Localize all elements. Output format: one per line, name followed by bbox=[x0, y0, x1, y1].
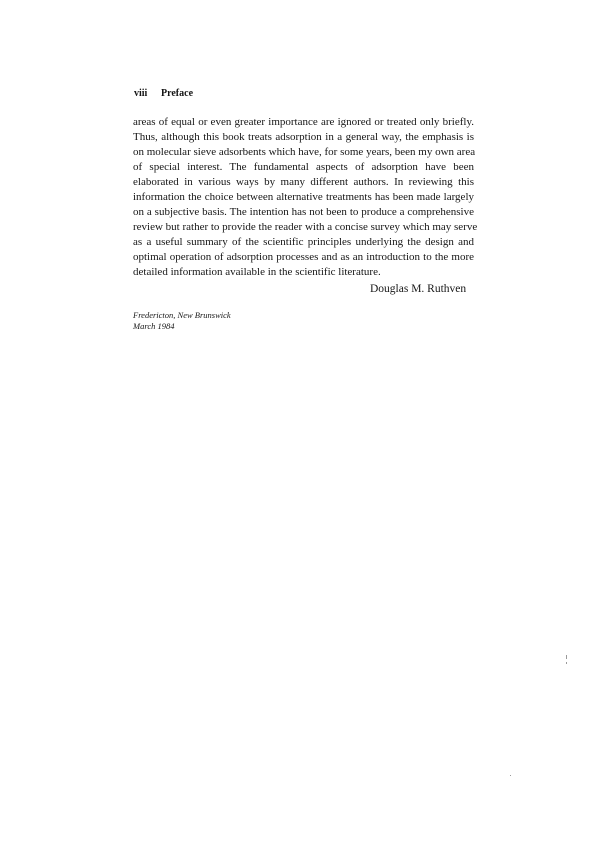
date: March 1984 bbox=[133, 321, 175, 331]
running-head bbox=[134, 88, 193, 100]
place-and-date bbox=[133, 310, 231, 332]
text-line: optimal operation of adsorption processes and as an introduction to the more bbox=[133, 251, 474, 263]
scan-speck bbox=[566, 655, 567, 659]
text-line: detailed information available in the scientific literature. bbox=[133, 266, 381, 278]
text-line: Thus, although this book treats adsorption in a general way, the emphasis is bbox=[133, 131, 474, 143]
place: Fredericton, New Brunswick bbox=[133, 310, 231, 320]
text-line: of special interest. The fundamental aspects of adsorption have been bbox=[133, 161, 474, 173]
preface-paragraph bbox=[133, 115, 478, 280]
text-line: review but rather to provide the reader with a concise survey which may serve bbox=[133, 221, 478, 233]
text-line: elaborated in various ways by many different authors. In reviewing this bbox=[133, 176, 474, 188]
text-line: on a subjective basis. The intention has not been to produce a comprehensive bbox=[133, 206, 474, 218]
page-number: viii bbox=[134, 88, 148, 99]
running-head-title: Preface bbox=[161, 88, 194, 99]
text-line: areas of equal or even greater importance are ignored or treated only briefly. bbox=[133, 116, 474, 128]
scan-speck bbox=[566, 662, 567, 664]
scan-speck bbox=[510, 775, 511, 776]
text-line: information the choice between alternative treatments has been made largely bbox=[133, 191, 474, 203]
text-line: on molecular sieve adsorbents which have, for some years, been my own area bbox=[133, 146, 476, 158]
author-signature: Douglas M. Ruthven bbox=[370, 283, 467, 295]
text-line: as a useful summary of the scientific principles underlying the design and bbox=[133, 236, 474, 248]
